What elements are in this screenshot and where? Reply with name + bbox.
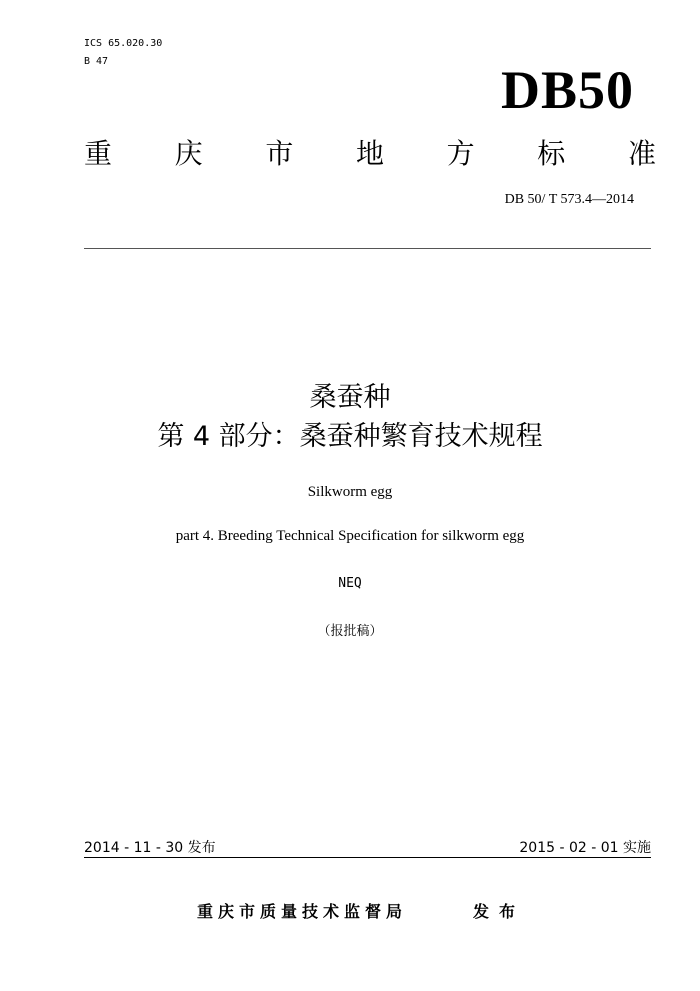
draft-status: （报批稿） xyxy=(317,624,383,639)
title-main: 桑蚕种 xyxy=(309,382,391,413)
level-char: 市 xyxy=(265,137,294,170)
english-title: Silkworm egg xyxy=(307,484,393,500)
ccs-code: B 47 xyxy=(84,56,109,67)
level-char: 准 xyxy=(627,137,656,170)
consistency-mark: NEQ xyxy=(338,576,362,591)
issue-date: 2014 - 11 - 30 发布 xyxy=(84,840,216,856)
standard-code-logo: DB50 xyxy=(500,60,634,120)
implement-date: 2015 - 02 - 01 实施 xyxy=(519,840,651,856)
standard-level xyxy=(84,136,656,172)
level-char: 庆 xyxy=(174,137,203,170)
top-divider xyxy=(84,248,651,249)
english-subtitle: part 4. Breeding Technical Specification for silkworm egg xyxy=(175,528,525,544)
level-char: 标 xyxy=(537,137,566,170)
title-part: 第 4 部分：桑蚕种繁育技术规程 xyxy=(157,421,543,452)
publish-label: 发布 xyxy=(473,902,526,921)
level-char: 重 xyxy=(84,137,113,170)
issuer: 重庆市质量技术监督局 xyxy=(197,902,408,921)
ics-code: ICS 65.020.30 xyxy=(84,38,163,49)
standard-number: DB 50/ T 573.4—2014 xyxy=(504,192,634,207)
bottom-divider xyxy=(84,857,651,858)
level-char: 地 xyxy=(355,137,384,170)
level-char: 方 xyxy=(446,137,475,170)
